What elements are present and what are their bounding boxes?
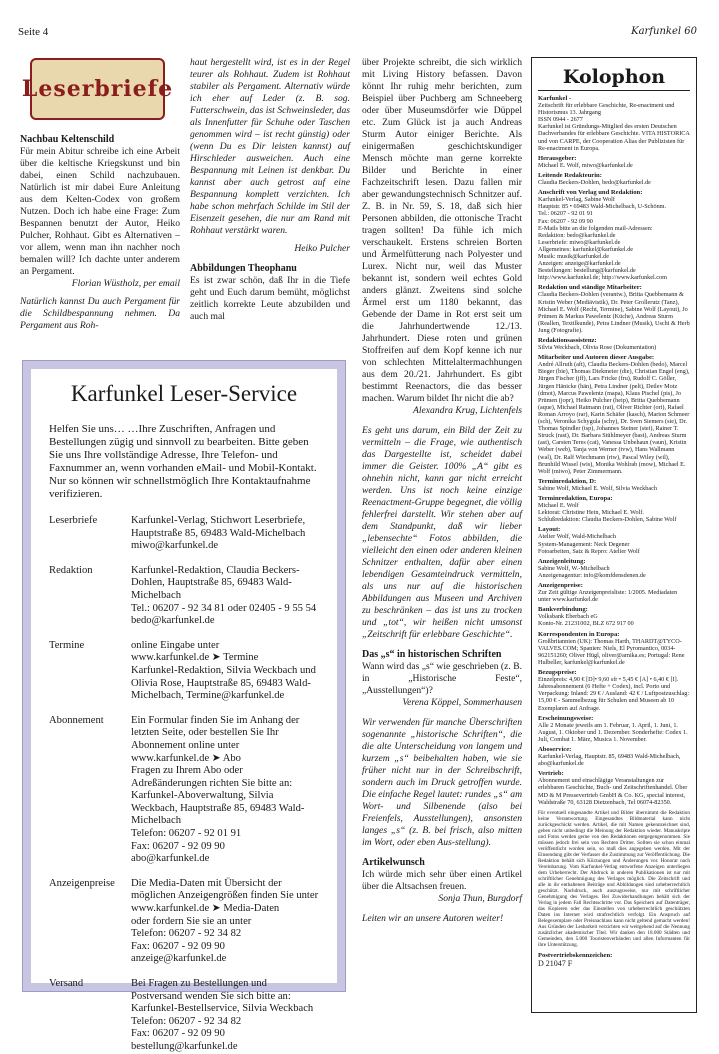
kolophon-block — [538, 558, 690, 579]
service-text: Ein Formular finden Sie im Anhang der letzten Seite, oder bestellen Sie Ihr Abonnement online unter www.karfunkel.de ➤ Abo Fragen zu Ihrem Abo oder Adreßänderungen richten Sie bitte an: Karfunkel-Aboverwaltung, Silvia Weckbach, Hauptstraße 85, 69483 Wald-Michelbach Telefon: 06207 - 92 01 91 Fax: 06207 - 92 09 90 abo@karfunkel.de — [131, 714, 305, 865]
service-text: Bei Fragen zu Bestellungen und Postversand wenden Sie sich bitte an: Karfunkel-Bestellservice, Silvia Weckbach Telefon: 06207 - 92 34 82 Fax: 06207 - 92 09 90 bestellung@karfunkel.de — [131, 978, 314, 1052]
kolophon-fine-print: Für eventuell eingesandte Artikel und Bilder übernimmt die Redaktion keine Verantwortung. Eingesandtes Bildmaterial kann nicht zurückgeschickt werden. Artikel, die mit Namen gekennzeichnet sind, geben nicht unbedingt die Meinung der Redaktion wieder. Manuskripte und Fotos werden gerne von den Redaktionen entgegengenommen. Sie müssen jedoch frei sein von Rechten Dritter. Sollten sie schon einmal veröffentlicht worden sein, so muß dies angegeben werden. Mit der Einsendung gibt der Verfasser die Zustimmung zur Veröffentlichung. Die Redaktion behält sich Kürzungen und Änderungen vor. Honorar nach Vereinbarung. Vom Karfunkel-Verlag entworfene Anzeigen unterliegen dem Urheberrecht. Der Abdruck in anderen Publikationen ist nur mit schriftlicher Genehmigung des Verlages möglich. Die Zeitschrift und alle in ihr enthaltenen Beiträge und Abbildungen sind urheberrechtlich geschützt. Nachdruck, auch auszugsweise, nur mit schriftlicher Genehmigung des Verlages. Bei Zuwiderhandlungen behält sich der Verlag in jedem Fall Rechtsschritte vor. Das Speichern auf Datenträger, das Kopieren oder das Einstellen von urheberrechtlich geschützten Daten ins Internet wird strafrechtlich verfolgt. Ein Anspruch auf Belegexemplare oder Preisnachlass kann nicht geltend gemacht werden! Aus Gründen der Lesbarkeit verzichten wir weitgehend auf die Nennung zusätzlicher akademischer Titel. Wir danken den 18.000 Städten und Gemeinden, den 5.000 Touristenverbänden und allen Informanten für ihre Unterstützung. — [538, 809, 690, 948]
kolophon-block-heading: Karfunkel - — [538, 95, 572, 102]
service-row-anzeigenpreise — [49, 878, 319, 966]
leserbriefe-logo — [21, 58, 174, 120]
answer-keltenschild-cont: haut hergestellt wird, ist es in der Regel teurer als Rohhaut. Zudem ist Rohhaut stabiler als Pergament. Alternativ würde ich eher auf Leder (z. B. sog. Futterschwein, das ist Schweinsleder, das als Innenfutter für Schuhe oder Taschen genommen wird – ist recht günstig) oder (wenn Du es Dir leisten kannst) auf Hirschleder ausweichen. Auch eine Bespannung mit Leinen ist denkbar. Du kannst aber auch getrost auf eine Bespannung komplett verzichten. Ich habe schon mehrfach Schilde im Stil der Eisenzeit gesehen, die nur am Rand mit Rohhaut verstärkt waren. — [190, 57, 350, 236]
column-2 — [190, 57, 350, 357]
kolophon-block — [538, 715, 690, 743]
kolophon-block-body: Zeitschrift für erlebbare Geschichte, Re-enactment und Historismus 13. Jahrgang ISSN 0944 - 2677 Karfunkel ist Gründungs-Mitglied des ersten Deutschen Dachverbandes für erlebbare Geschichte. VITA HISTORICA und von CARPE, der Cooperation Alias der Publizisten für Re-enactment in Europa. — [538, 102, 690, 152]
kolophon-block — [538, 495, 690, 523]
kolophon-postal-code: D 21047 F — [538, 958, 573, 968]
kolophon-block-body: Zur Zeit gültige Anzeigenpreisliste: 1/2005. Mediadaten unter www.karfunkel.de — [538, 589, 678, 604]
kolophon-block — [538, 189, 690, 281]
kolophon-block-body: André Allruth (aft), Claudia Beckers-Dohlen (bedo), Marcel Bieger (bie), Thomas Diekmeier (die), Christian Engel (eng), Jürgen Fischer (jff), Lars Fricke (fru), Rudolf C. Göller, Jürgen Hänicke (hän), Petra Lindner (pelt), Detlev Motz (dmot), Marcus Pawelentz (mapa), Klaus Pischel (pis), Jo Prümen (jopr), Heiko Pulcher (heip), Britta Quebbemann (aque), Michael Ratmann (rat), Oliver Richter (ori), Rafael Roman Arroyo (rar), Karin Schäfer (kasch), Marion Schmeer (sch), Veronika Schygula (schy), Dr. Sven Siemers (sie), Dr. Thomas Spindler (tsp), Johannes Steiner (stei), Rainer T. Struck (rast), Dr. Barbara Stühlmeyer (bast), Andreas Sturm (ast), Carsten Teres (cat), Vanessa Unbehaun (vaun), Kristin Weber (web), Tanja von Werner (tvw), Hans Wallmann (wal), Dr. Ralf Wiechmann (riw), Pascal Wiley (wil), Brunhild Wissel (wis), Monika Wohlrab (mow), Michael E. Wolf (miwo), Peter Zimmermann. — [538, 361, 690, 475]
kolophon-block — [538, 669, 690, 712]
kolophon-block-heading: Redaktionsassistenz: — [538, 337, 597, 344]
service-row-redaktion — [49, 565, 319, 628]
answer-artikelwunsch: Leiten wir an unsere Autoren weiter! — [362, 913, 504, 924]
kolophon-box — [531, 57, 697, 1013]
kolophon-block-body: Alle 2 Monate jeweils am 1. Februar, 1. April, 1. Juni, 1. August, 1. Oktober und 1. Dezember. Sonderhefte: Codex 1. Juli, Combat 1. März, Musica 1. November. — [538, 721, 688, 743]
service-row-versand — [49, 978, 319, 1054]
service-label: Termine — [49, 639, 85, 651]
signature-thun: Sonja Thun, Burgdorf — [438, 893, 522, 904]
leser-service-title: Karfunkel Leser-Service — [70, 381, 298, 406]
magazine-name: Karfunkel 60 — [631, 26, 697, 37]
answer-theophanu: Es geht uns darum, ein Bild der Zeit zu vermitteln – die Frage, wie authentisch das Dargestellte ist, scheidet dabei immer die Geister. 100% „A“ gibt es ohnehin nicht, kann gar nicht erreicht werden. Uns ist noch keine einzige Reenactment-Gruppe begegnet, die völlig fehlerfrei darstellt. Wir stehen aber auf dem Standpunkt, daß wir lieber „lebensechte“ Fotos abbilden, die vielleicht den einen oder anderen kleinen Schnitzer enthalten, dafür aber einen lebendigen Gesamteindruck vermitteln, als uns nur auf die historischen Abbildungen aus Museen und Archiven zu beschränken – das ist uns zu trocken und „tot“, wir heißen nicht umsonst „Zeitschrift für erlebbare Geschichte“. — [362, 425, 522, 640]
kolophon-block-body: Sabine Wolf, W.-Michelbach Anzeigenagentur: info@komfdensdenen.de — [538, 564, 646, 579]
kolophon-block — [538, 631, 690, 666]
kolophon-block-heading: Mitarbeiter und Autoren dieser Ausgabe: — [538, 354, 655, 362]
kolophon-block — [538, 172, 690, 186]
signature-wuestholz: Florian Wüstholz, per email — [71, 278, 180, 289]
heading-s: Das „s“ in historischen Schriften — [362, 649, 502, 660]
column-3 — [362, 57, 522, 1017]
service-text: Karfunkel-Redaktion, Claudia Beckers-Dohlen, Hauptstraße 85, 69483 Wald-Michelbach Tel.: 06207 - 92 34 81 oder 02405 - 9 55 54 bedo@karfunkel.de — [131, 564, 317, 627]
kolophon-block-body: Karfunkel-Verlag, Sabine Wolf Hauptstr. 85 • 69483 Wald-Michelbach, U-Schönm. Tel.: 06207 - 92 01 91 Fax: 06207 - 92 09 90 E-Mails bitte an die folgenden mail-Adressen: Redaktion: bedo@karfunkel.de Leserbriefe: miwo@karfunkel.de Allgemeines: karfunkel@karfunkel.de Musik: musik@karfunkel.de Anzeigen: anzeige@karfunkel.de Bestellungen: bestellung@karfunkel.de http://www.karfunkel.de; http://www.karfunkel.com — [538, 196, 667, 282]
kolophon-block-heading: Anschrift von Verlag und Redaktion: — [538, 189, 643, 197]
kolophon-block-body: Atelier Wolf, Wald-Michelbach System-Management: Neck Degener Fotoarbeiten, Satz & Repro: Atelier Wolf — [538, 533, 640, 555]
leserbriefe-logo-text: Leserbriefe — [21, 76, 174, 102]
answer-s: Wir verwenden für manche Überschriften sogenannte „historische Schriften“, die die alte Unterscheidung von langem und kurzem „s“ beibehalten haben, wie sie früher nicht nur in der Schreibschrift, sondern auch im Druck getroffen wurde. Die einfache Regel lautet: rundes „s“ am Wort- und Silbenende (also bei Freienfels, Ausstellungen), ansonsten langes „s“ (z. B. bei frisch, also mitten im Wort, oder eben Aus-stellung). — [362, 717, 522, 848]
kolophon-block-heading: Aboservice: — [538, 745, 572, 753]
kolophon-postal — [538, 952, 690, 969]
signature-pulcher: Heiko Pulcher — [294, 243, 350, 254]
kolophon-block — [538, 95, 690, 152]
kolophon-block-heading: Bankverbindung: — [538, 606, 588, 614]
heading-theophanu: Abbildungen Theophanu — [190, 263, 297, 274]
letter-s: Wann wird das „s“ wie geschrieben (z. B. in „Historische Feste“, „Ausstellungen“)? — [362, 661, 522, 696]
kolophon-block — [538, 770, 690, 805]
service-row-termine — [49, 640, 319, 703]
service-label: Redaktion — [49, 564, 93, 576]
kolophon-block — [538, 337, 690, 351]
kolophon-block-heading: Redaktion und ständige Mitarbeiter: — [538, 284, 642, 292]
kolophon-block-heading: Korrespondenten in Europa: — [538, 630, 620, 638]
kolophon-block — [538, 606, 690, 627]
kolophon-block — [538, 478, 690, 492]
answer-keltenschild: Natürlich kannst Du auch Pergament für die Schildbespannung nehmen. Da Pergament aus Roh- — [20, 296, 180, 331]
kolophon-block-heading: Erscheinungsweise: — [538, 714, 594, 722]
heading-keltenschild: Nachbau Keltenschild — [20, 134, 115, 145]
kolophon-title: Kolophon — [538, 64, 690, 91]
letter-artikelwunsch: Ich würde mich sehr über einen Artikel über die Altsachsen freuen. — [362, 869, 522, 892]
kolophon-block-body: Einzelpreis: 4,90 € [D]• 9,60 sfr • 5,45 € [A] • 6,40 € [I]. Jahresabonnement (6 Hefte + Codex), incl. Porto und Verpackung: Inland: 29 € / Ausland: 42 € / Luftpostzuschlag: 15,00 € - Sammelbezug für Schulen und Museen ab 10 Exemplaren auf Anfrage. — [538, 676, 690, 712]
kolophon-block — [538, 284, 690, 334]
kolophon-block — [538, 526, 690, 554]
kolophon-block-body: Michael E. Wolf Lektorat: Christine Hein, Michael E. Wolf. Schlußredaktion: Claudia Beckers-Dohlen, Sabine Wolf — [538, 502, 677, 524]
kolophon-block-body: Claudia Beckers-Dohlen, bedo@karfunkel.de — [538, 179, 651, 187]
kolophon-block-body: Abonnement und einschlägige Veranstaltungen zur erlebbaren Geschichte, Buch- und Zeitschriftenhandel. Über MD & M Pressevertrieb GmbH & Co. KG, special interest, Waldstraße 70, 63128 Dietzenbach, Tel 06074-82350. — [538, 777, 688, 806]
kolophon-block-heading: Terminredaktion, D: — [538, 477, 597, 485]
kolophon-block-heading: Bezugspreise: — [538, 669, 577, 677]
kolophon-block-body: Claudia Beckers-Dohlen (verantw.), Britta Quebbemann & Kristin Weber (Mediävistik), Dr. Peter Grollerutz (Tanz), Michael E. Wolf (Recht, Termine), Sabine Wolf (Layout), Jo Prümen & Markus Pawelentz (Küche), Andreas Sturm (Reallen, Textilkunde), Petra Lindner (Musik), Uschi & Herb Jung (Fotografie). — [538, 291, 690, 334]
letter-theophanu-cont: über Projekte schreibt, die sich wirklich mit Living History befassen. Davon könnt Ihr ruhig mehr berichten, zum Beispiel über Puchberg am Schneeberg oder über Museumsdörfer wie Düppel etc. Zum Glück ist ja auch Andreas Sturm Autor einiger Berichte. Als einigermaßen geschichtskundiger Mensch möchte man gerne korrekte Bilder und Berichte in einer Fachzeitschrift lesen. Dazu fallen mir aber gewandungstechnisch Schnitzer auf. Z. B. in Nr. 59, S. 18, daß sich hier Personen abbilden, die ottonische Tracht tragen sollten! Da fühle ich mich verschaukelt. Erstens schreien Borten und Ärmelfütterung nach Polyester und Lurex. Nicht nur, weil das Muster bekannt ist, sondern weil echtes Gold anders glänzt. Zweitens sind solche Ärmel erst um 1180 bekannt, das Gebende der Dame in Rot erst seit um die Jahrhundertwende 12./13. Jahrhundert. Diese roten und grünen Stoffreifen auf dem Kopf kenne ich nur von schlechten Mittelaltermachhungen aus dem 20./21. Jahrhundert. Es gibt bestimmt Reenactors, die das besser machen. Warum bildet Ihr nicht die ab? — [362, 57, 522, 404]
kolophon-block — [538, 582, 690, 603]
kolophon-block-body: Volksbank Eberbach eG Konto-Nr. 21231002, BLZ 672 917 00 — [538, 613, 634, 628]
service-row-leserbriefe — [49, 515, 319, 553]
signature-koeppel: Verena Köppel, Sommerhausen — [402, 697, 522, 708]
service-label: Abonnement — [49, 714, 104, 726]
kolophon-block-heading: Vertrieb: — [538, 770, 564, 778]
kolophon-block-heading: Anzeigenleitung: — [538, 557, 586, 565]
service-label: Versand — [49, 978, 84, 989]
page-number: Seite 4 — [18, 26, 49, 38]
kolophon-block-heading: Anzeigenpreise: — [538, 582, 583, 589]
column-1 — [20, 128, 180, 358]
service-text: Karfunkel-Verlag, Stichwort Leserbriefe, Hauptstraße 85, 69483 Wald-Michelbach miwo@karfunkel.de — [131, 515, 306, 552]
kolophon-block-body: Silvia Weckbach, Olivia Rose (Dokumentation) — [538, 344, 657, 352]
kolophon-block — [538, 354, 690, 475]
kolophon-block-heading: Layout: — [538, 526, 561, 534]
kolophon-block-body: Großbritannien (UK): Thomas Harth, THARDT@TYCO-VALVES.COM; Spanien: Niels, El Pyromantico, 0034-962151260; Oliver Hügl, oliver@arnika.es; Portugal: Rene Hulbeller, karfunkel@karfunkel.de — [538, 637, 685, 666]
kolophon-block-heading: Herausgeber: — [538, 154, 577, 162]
leser-service-intro: Helfen Sie uns… …Ihre Zuschriften, Anfragen und Bestellungen zügig und sinnvoll zu bearbeiten. Bitte geben Sie uns Ihre vollständige Adresse, Ihre Telefon- und Faxnummer an, wenn vorhanden eMail- und Mobil-Kontakt. Nur so können wir schnellstmöglich Ihre Kontaktaufnahme verifizieren. — [49, 423, 317, 500]
service-row-abonnement — [49, 715, 319, 866]
letter-theophanu: Es ist zwar schön, daß Ihr in die Tiefe geht und Euch darum bemüht, möglichst zeitlich korrekte Leute abzubilden und auch mal — [190, 275, 350, 322]
service-label: Anzeigenpreise — [49, 877, 115, 889]
service-label: Leserbriefe — [49, 515, 98, 526]
kolophon-block — [538, 155, 690, 169]
kolophon-block-body: Sabine Wolf, Michael E. Wolf, Silvia Weckbach — [538, 484, 657, 492]
kolophon-block-body: Karfunkel-Verlag, Hauptstr. 85, 69483 Wald-Michelbach, abo@karfunkel.de — [538, 753, 681, 768]
heading-artikelwunsch: Artikelwunsch — [362, 857, 425, 868]
kolophon-block-heading: Terminredaktion, Europa: — [538, 494, 613, 502]
signature-krug: Alexandra Krug, Lichtenfels — [413, 405, 522, 416]
service-text: online Eingabe unter www.karfunkel.de ➤ Termine Karfunkel-Redaktion, Silvia Weckbach und Olivia Rose, Hauptstraße 85, 69483 Wald-Michelbach, Termine@karfunkel.de — [131, 639, 316, 702]
kolophon-block-body: Michael E. Wolf, miwo@karfunkel.de — [538, 161, 633, 169]
leser-service-box — [22, 360, 346, 1052]
kolophon-postal-heading: Postvertriebskennzeichen: — [538, 951, 613, 959]
letter-keltenschild: Für mein Abitur schreibe ich eine Arbeit über die keltische Kriegskunst und bin dabei, einen Schild nachzubauen. Natürlich ist mir dabei Eure Anleitung aus dem Kelten-Codex von großem Nutzen. Doch ich habe eine Frage: Zum Bespannen benutzt der Autor, Heiko Pulcher, Rohhaut. Gibt es Alternativen – vor allem, wenn man ihn nachher noch bemalen will? Ich dachte unter anderem an Pergament. — [20, 146, 180, 277]
service-text: Die Media-Daten mit Übersicht der möglichen Anzeigengrößen finden Sie unter www.karfunkel.de ➤ Media-Daten oder fordern Sie sie an unter Telefon: 06207 - 92 34 82 Fax: 06207 - 92 09 90 anzeige@karfunkel.de — [131, 877, 319, 965]
kolophon-block — [538, 746, 690, 767]
kolophon-block-heading: Leitende Redakteurin: — [538, 171, 602, 179]
